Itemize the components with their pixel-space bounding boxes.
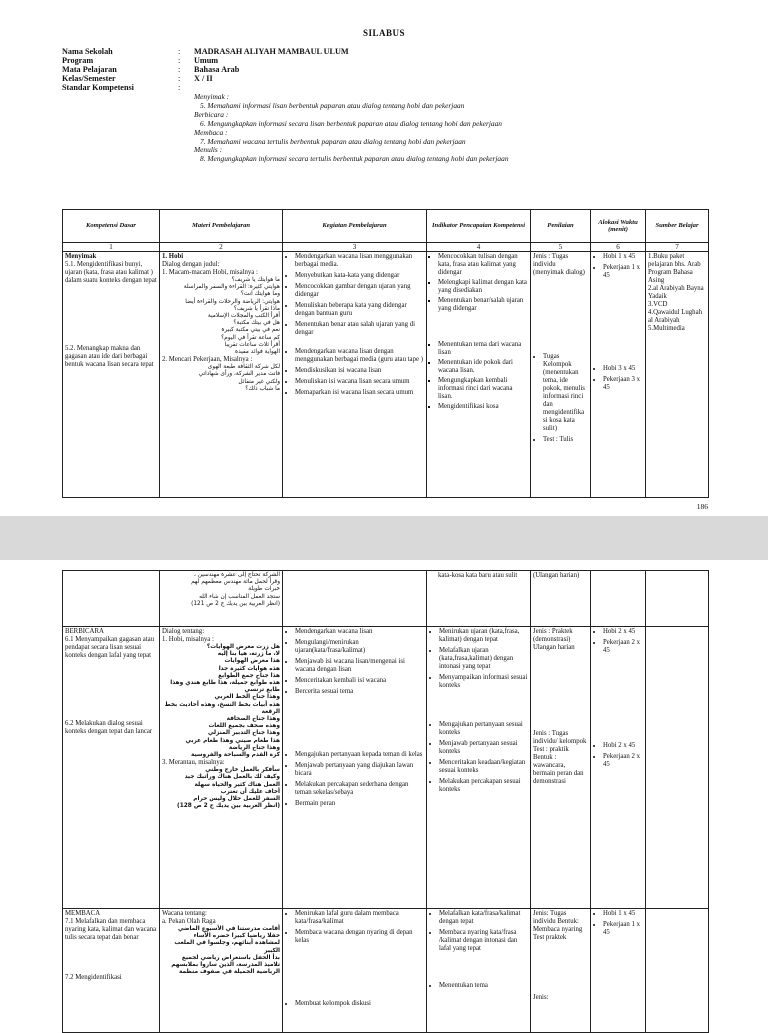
- indikator-cell: [427, 571, 531, 627]
- kegiatan-item: • Bercerita sesuai tema: [295, 688, 424, 696]
- indikator-item: • Melakukan percakapan sesuai konteks: [439, 778, 528, 794]
- indikator-item: ▪ Mengidentifikasi kosa: [438, 403, 528, 411]
- materi-cell: [160, 627, 283, 909]
- kegiatan-cell: [283, 571, 427, 627]
- penilaian-text: (Ulangan harian): [533, 572, 580, 579]
- arabic-text: الشركة تحتاج إلى عشرة مهندسين ، وقرأ لحمل مائة مهندس معظمهم لهم خبرات طويلة ستجد العمل المناسب إن شاء الله (انظر العربية بين يديك ج 2 ص 121): [191, 572, 280, 607]
- kegiatan-item: • Mendiskusikan isi wacana lisan: [295, 367, 424, 375]
- indikator-item: ▪ Melengkapi kalimat dengan kata yang disediakan: [438, 279, 528, 295]
- sumber-item: 2.al Arabiyah Bayna Yadaik: [648, 285, 704, 300]
- kegiatan-item: • Mendengarkan wacana lisan dengan menggunakan berbagai media (guru atau tape ): [295, 348, 424, 364]
- alokasi-cell: [591, 252, 646, 498]
- standar-kompetensi-list: [194, 93, 634, 164]
- sumber-item: 4.Qawaidul Lughah al Arabiyah: [648, 309, 702, 324]
- alokasi-item: • Pekerjaan 2 x 45: [603, 639, 643, 655]
- kegiatan-item: • Memaparkan isi wacana lisan secara umum: [295, 389, 424, 397]
- kompetensi-dasar-cell: [63, 252, 160, 498]
- sk-item: 6. Mengungkapkan informasi secara lisan berbentuk paparan atau dialog tentang hobi dan pekerjaan: [200, 118, 502, 128]
- indikator-item: • Menceritakan keadaan/kegiatan sesuai konteks: [439, 759, 528, 775]
- kegiatan-item: • Membuat kelompok diskusi: [295, 1000, 424, 1008]
- column-number: 6: [591, 243, 646, 252]
- column-number: 4: [427, 243, 531, 252]
- header-label: Mata Pelajaran: [62, 65, 117, 75]
- indikator-item: • Menyampaikan informasi sesuai konteks: [439, 674, 528, 690]
- indikator-item: ▪ Mencocokkan tulisan dengan kata, frasa atau kalimat yang didengar: [438, 253, 528, 277]
- sumber-cell: [646, 909, 709, 1033]
- header-label: Nama Sekolah: [62, 47, 113, 56]
- alokasi-item: • Hobi 1 x 45: [603, 910, 643, 918]
- penilaian-text: Jenis: Tugas individu Bentuk: Membaca nyaring Test praktek: [533, 910, 583, 941]
- indikator-item: • Membaca nyaring kata/frasa /kalimat dengan intonasi dan lafal yang tepat: [439, 929, 528, 953]
- column-header: Sumber Belajar: [646, 210, 709, 243]
- sk-heading: Berbicara :: [194, 109, 229, 119]
- sumber-item: 1.Buku paket pelajaran bhs. Arab Program Bahasa Asing: [648, 253, 701, 284]
- header-label: Kelas/Semester: [62, 74, 116, 84]
- penilaian-cell: [531, 627, 591, 909]
- kegiatan-item: • Menjawab isi wacana lisan/mengenai isi wacana dengan lisan: [295, 658, 424, 674]
- indikator-item: • Mengajukan pertanyaan sesuai konteks: [439, 721, 528, 737]
- column-header: Materi Pembelajaran: [160, 210, 283, 243]
- kegiatan-item: • Menirukan lafal guru dalam membaca kata/frasa/kalimat: [295, 910, 424, 926]
- sk-item: 5. Memahami informasi lisan berbentuk paparan atau dialog tentang hobi dan pekerjaan: [200, 100, 465, 110]
- sk-heading: Menyimak :: [194, 92, 230, 101]
- alokasi-cell: [591, 909, 646, 1033]
- arabic-text: ما هوايتك يا شريف؟ هوايتي كثيرة: القراءة والسفر والمراسلة وما هوايتك انت؟ هوايتي: الرياضة والرحلات والقراءة أيضا ماذا تقرأ يا شريف؟ أقرأ الكتب والمجلات الإسلامية هل في بيتك مكتبة؟ نعم في بيتي مكتبة كبيرة كم ساعة تقرأ في اليوم؟ أقرأ ثلاث ساعات تقريبا الهواية فوائد مفيدة: [183, 277, 280, 356]
- indikator-cell: [427, 627, 531, 909]
- column-header: Indikator Pencapaian Kompetensi: [427, 210, 531, 243]
- materi-title: Dialog tentang:: [162, 628, 205, 635]
- column-number: 5: [531, 243, 591, 252]
- penilaian-cell: [531, 252, 591, 498]
- alokasi-item: • Hobi 3 x 45: [603, 365, 643, 373]
- header-label: Program: [62, 56, 94, 66]
- column-header: Alokasi Waktu (menit): [591, 210, 646, 243]
- indikator-item: • Menentukan tema: [439, 982, 528, 990]
- kegiatan-item: • Melakukan percakapan sederhana dengan teman sekelas/sebaya: [295, 781, 424, 797]
- kompetensi-dasar-cell: [63, 909, 160, 1033]
- sk-heading: Membaca :: [194, 127, 228, 137]
- page-separator: [0, 516, 768, 560]
- sk-heading: Menulis :: [194, 145, 223, 155]
- materi-item: 3. Merantau, misalnya:: [162, 759, 225, 767]
- indikator-item: • Melafalkan kata/frasa/kalimat dengan tepat: [439, 910, 528, 926]
- kegiatan-item: • Membaca wacana dengan nyaring di depan kelas: [295, 929, 424, 945]
- materi-title: 1. Hobi: [162, 253, 184, 260]
- column-header: Kompetensi Dasar: [63, 210, 160, 243]
- kd-item: 5.1. Mengidentifikasi bunyi, ujaran (kata, frasa atau kalimat ) dalam suatu konteks dengan tepat: [65, 261, 157, 284]
- materi-item: 1. Macam-macam Hobi, misalnya :: [162, 269, 258, 276]
- penilaian-cell: [531, 909, 591, 1033]
- kegiatan-item: • Bermain peran: [295, 800, 424, 808]
- materi-item: a. Pekan Olah Raga: [162, 918, 216, 925]
- penilaian-text: • Test : Tulis: [543, 436, 588, 444]
- kegiatan-cell: [283, 909, 427, 1033]
- indikator-item: • Menirukan ujaran (kata,frasa, kalimat) dengan tepat: [439, 628, 528, 644]
- header-label: Standar Kompetensi: [62, 83, 134, 93]
- page-number: 186: [696, 502, 708, 511]
- arabic-text: لكل شركة الثقافة طبعة الهوى فاتت مدير الشركة، ورأى شهاداتي ولكني غير متفائل ما شباب ذلك؟: [198, 364, 280, 392]
- kegiatan-cell: [283, 627, 427, 909]
- indikator-item: • Menjawab pertanyaan sesuai konteks: [439, 740, 528, 756]
- sumber-cell: [646, 571, 709, 627]
- sumber-cell: [646, 627, 709, 909]
- indikator-item: kata-kosa kata baru atau sulit: [438, 572, 518, 579]
- section-label: BERBICARA: [65, 628, 104, 635]
- indikator-item: ▪ Menentukan tema dari wacana lisan: [438, 341, 528, 357]
- indikator-item: ▪ Menentukan ide pokok dari wacana lisan.: [438, 359, 528, 375]
- sumber-item: 3.VCD: [648, 301, 668, 308]
- column-header: Penilaian: [531, 210, 591, 243]
- kegiatan-item: • Menuliskan beberapa kata yang didengar dengan bantuan guru: [295, 302, 424, 318]
- kegiatan-cell: [283, 252, 427, 498]
- column-number: 7: [646, 243, 709, 252]
- arabic-text: أقامت مدرستنا في الأسبوع الماضي حفلا رياضيا كبيرا حضره الأساء لمشاهدة أبنائهم، وجلسوا في الملعب الكبير بدأ الحفل باستعراض رياضي لجميع تلاميذ المدرسة، الذين ساروا بملابسهم الرياضية الجميلة في صفوف منظمة: [171, 926, 280, 976]
- penilaian-text: Jenis : Tugas individu/ kelompok Test : praktik Bentuk : wawancara, bermain peran dan demonstrasi: [533, 730, 587, 785]
- kegiatan-item: • Mengajukan pertanyaan kepada teman di kelas: [295, 751, 424, 759]
- kegiatan-item: • Menentukan benar atau salah ujaran yang di dengar: [295, 321, 424, 337]
- indikator-item: • Melafalkan ujaran (kata,frasa,kalimat) dengan intonasi yang tepat: [439, 647, 528, 671]
- arabic-text: سأفكر بالعمل خارج وطني وكيف لك بالعمل هناك وراتبك جيد العمل هناك كثير والحياة سهلة أخاف عليك أن تغترب السفر للعمل حلال وليس حرام (انظر العربية بين يديك ج 2 ص 128): [177, 767, 280, 810]
- indikator-item: ▪ Menentukan benar/salah ujaran yang didengar: [438, 297, 528, 313]
- kompetensi-dasar-cell: [63, 571, 160, 627]
- alokasi-item: • Pekerjaan 1 x 45: [603, 264, 643, 280]
- penilaian-text: Jenis : Praktek (demonstrasi) Ulangan harian: [533, 628, 575, 651]
- section-label: MEMBACA: [65, 910, 101, 917]
- alokasi-cell: [591, 571, 646, 627]
- header-value: Bahasa Arab: [194, 65, 240, 75]
- materi-title: Wacana tentang:: [162, 910, 207, 917]
- penilaian-text: Jenis : Tugas individu (menyimak dialog): [533, 253, 585, 276]
- header-value: X / II: [194, 74, 213, 84]
- kegiatan-item: • Mencocokkan gambar dengan ujaran yang didengar: [295, 283, 424, 299]
- materi-cell: [160, 909, 283, 1033]
- penilaian-text: • Tugas Kelompok (menentukan tema, ide pokok, menulis informasi rinci dan mengidentifika si kosa kata sulit): [543, 353, 588, 433]
- kegiatan-item: • Mendengarkan wacana lisan menggunakan berbagai media.: [295, 253, 424, 269]
- alokasi-item: • Pekerjaan 2 x 45: [603, 753, 643, 769]
- materi-cell: [160, 252, 283, 498]
- kegiatan-item: • Menjawab pertanyaan yang diajukan lawan bicara: [295, 762, 424, 778]
- kompetensi-dasar-cell: [63, 627, 160, 909]
- alokasi-item: • Hobi 2 x 45: [603, 742, 643, 750]
- header-block: Nama Sekolah : MADRASAH ALIYAH MAMBAUL ULUM Program : Umum Mata Pelajaran : Bahasa Arab Kelas/Semester : X / II Standar Kompetensi :: [62, 47, 349, 93]
- alokasi-item: • Pekerjaan 1 x 45: [603, 921, 643, 937]
- column-number: 1: [63, 243, 160, 252]
- kd-item: 6.1 Menyampaikan gagasan atau pendapat secara lisan sesuai konteks dengan lafal yang tepat: [65, 636, 155, 659]
- silabus-table-page2: [62, 570, 709, 1033]
- kd-item: 7.1 Melafalkan dan membaca nyaring kata, kalimat dan wacana tulis secara tepat dan benar: [65, 918, 157, 941]
- kegiatan-item: • Menuliskan isi wacana lisan secara umum: [295, 378, 424, 386]
- indikator-cell: [427, 909, 531, 1033]
- penilaian-cell: [531, 571, 591, 627]
- arabic-text: هل زرت معرض الهوايات؟ لا، ما زرته، هيا بنا إليه هذا معرض الهوايات هذه هوايات كثيرة جدا هذا جناح جمع الطوابع هذه طوابع جميلة، هذا طابع هندي وهذا طابع ترنسي وهذا جناح الخط العربي هذه أبيات بخط النسخ، وهذه أحاديث بخط الرقعة وهذا جناح الصحافة وهذه صحف بجميع اللغات وهذا جناح التدبير المنزلي هذا طعام صيني وهذا طعام عربي وهذا جناح الرياضة كرة القدم والسباحة والفروسية: [164, 644, 280, 759]
- materi-item: 2. Mencari Pekerjaan, Misalnya :: [162, 356, 253, 364]
- page-2: [0, 560, 768, 1024]
- penilaian-text: Jenis:: [533, 994, 549, 1001]
- sk-item: 7. Memahami wacana tertulis berbentuk paparan atau dialog tentang hobi dan pekerjaan: [200, 136, 466, 146]
- sk-item: 8. Mengungkapkan informasi secara tertulis berbentuk paparan atau dialog tentang hobi dan pekerjaan: [200, 154, 509, 164]
- sumber-cell: [646, 252, 709, 498]
- kegiatan-item: • Menceritakan kembali isi wacana: [295, 677, 424, 685]
- column-header: Kegiatan Pembelajaran: [283, 210, 427, 243]
- kd-item: 6.2 Melakukan dialog sesuai konteks dengan tepat dan lancar: [65, 720, 153, 735]
- column-number: 3: [283, 243, 427, 252]
- kd-item: 5.2. Menangkap makna dan gagasan atau ide dari berbagai bentuk wacana lisan secara tepat: [65, 345, 154, 368]
- materi-sub: Dialog dengan judul:: [162, 261, 220, 268]
- silabus-table-page1: [62, 209, 709, 498]
- column-number: 2: [160, 243, 283, 252]
- alokasi-item: • Hobi 2 x 45: [603, 628, 643, 636]
- document-title: SILABUS: [362, 28, 406, 38]
- kegiatan-item: • Mendengarkan wacana lisan: [295, 628, 424, 636]
- header-value: Umum: [194, 56, 219, 66]
- materi-item: 1. Hobi, misalnya :: [162, 636, 214, 643]
- indikator-item: ▪ Mengungkapkan kembali informasi rinci dari wacana lisan.: [438, 377, 528, 401]
- alokasi-item: • Pekerjaan 3 x 45: [603, 376, 643, 392]
- sumber-item: 5.Multimedia: [648, 325, 685, 332]
- alokasi-item: • Hobi 1 x 45: [603, 253, 643, 261]
- kegiatan-item: • Menyebutkan kata-kata yang didengar: [295, 272, 424, 280]
- page-1: [0, 0, 768, 516]
- section-label: Menyimak: [65, 253, 97, 260]
- kd-item: 7.2 Mengidentifikasi: [65, 974, 122, 981]
- indikator-cell: [427, 252, 531, 498]
- header-value: MADRASAH ALIYAH MAMBAUL ULUM: [194, 47, 349, 56]
- materi-cell: [160, 571, 283, 627]
- alokasi-cell: [591, 627, 646, 909]
- kegiatan-item: • Mengulangi/menirukan ujaran(kata/frasa/kalimat): [295, 639, 424, 655]
